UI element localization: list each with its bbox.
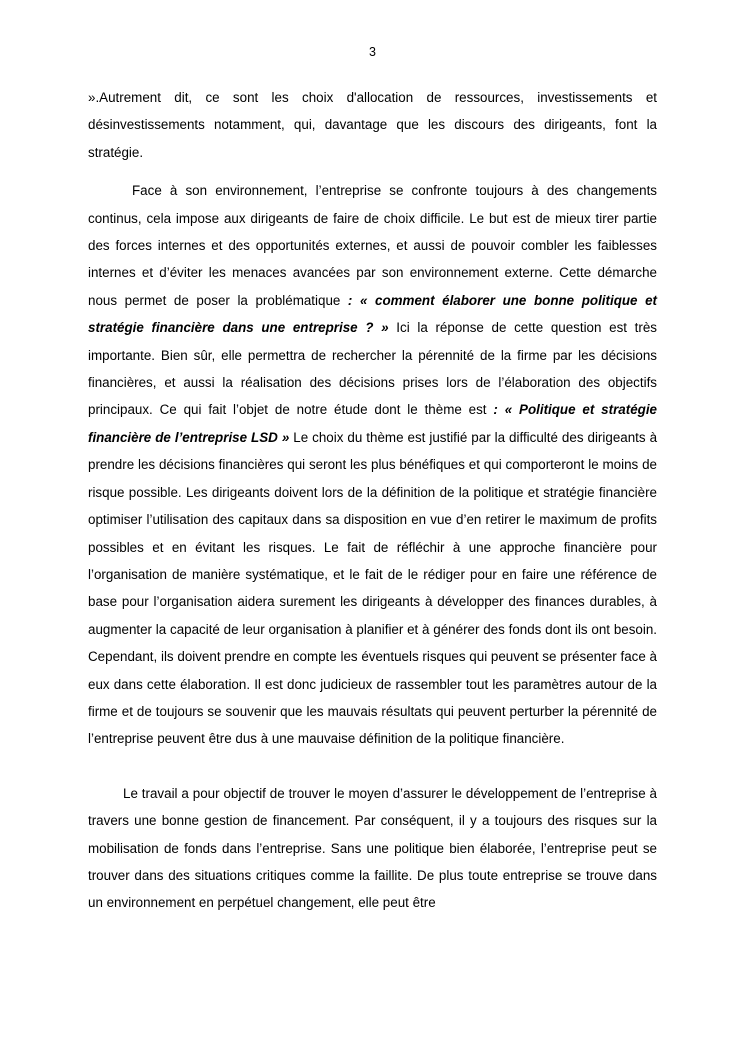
document-body	[88, 84, 657, 917]
study-theme: : « Politique et stratégie financière de l’entreprise LSD »	[88, 402, 657, 445]
page-number: 3	[369, 45, 376, 59]
problematic-middle-text: Ici la réponse de cette question est très importante. Bien sûr, elle permettra de rechercher la pérennité de la firme par les décisions financières, et aussi la réalisation des décisions prises lors de l’élaboration des objectifs principaux. Ce qui fait l’objet de notre étude dont le thème est	[88, 320, 657, 418]
paragraph-problematic	[88, 177, 657, 753]
paragraph-objective: Le travail a pour objectif de trouver le moyen d’assurer le développement de l’entreprise à travers une bonne gestion de financement. Par conséquent, il y a toujours des risques sur la mobilisation de fonds dans l’entreprise. Sans une politique bien élaborée, l’entreprise peut se trouver dans des situations critiques comme la faillite. De plus toute entreprise se trouve dans un environnement en perpétuel changement, elle peut être	[88, 785, 657, 911]
problematic-intro-text: Face à son environnement, l’entreprise se confronte toujours à des changements continus, cela impose aux dirigeants de faire de choix difficile. Le but est de mieux tirer partie des forces internes et des opportunités externes, et aussi de pouvoir combler les faiblesses internes et d’éviter les menaces avancées par son environnement externe. Cette démarche nous permet de poser la problématique	[88, 183, 657, 308]
paragraph-strategy-definition: ».Autrement dit, ce sont les choix d'allocation de ressources, investissements et désinvestissements notamment, qui, davantage que les discours des dirigeants, font la stratégie.	[88, 90, 657, 160]
problematic-question: : « comment élaborer une bonne politique et stratégie financière dans une entreprise ? »	[88, 292, 657, 336]
problematic-conclusion-text: Le choix du thème est justifié par la difficulté des dirigeants à prendre les décisions financières qui seront les plus bénéfiques et qui comporteront le moins de risque possible. Les dirigeants doivent lors de la définition de la politique et stratégie financière optimiser l’utilisation des capitaux dans sa disposition en vue d’en retirer le maximum de profits possibles et en évitant les risques. Le fait de réfléchir à une approche financière pour l’organisation de manière systématique, et le fait de le rédiger pour en faire une référence de base pour l’organisation aidera surement les dirigeants à développer des finances durables, à augmenter la capacité de leur organisation à planifier et à générer des fonds dont ils ont besoin. Cependant, ils doivent prendre en compte les éventuels risques qui peuvent se présenter face à eux dans cette élaboration. Il est donc judicieux de rassembler tout les paramètres autour de la firme et de toujours se souvenir que les mauvais résultats qui peuvent perturber la pérennité de l’entreprise peuvent être dus à une mauvaise définition de la politique financière.	[88, 429, 658, 747]
